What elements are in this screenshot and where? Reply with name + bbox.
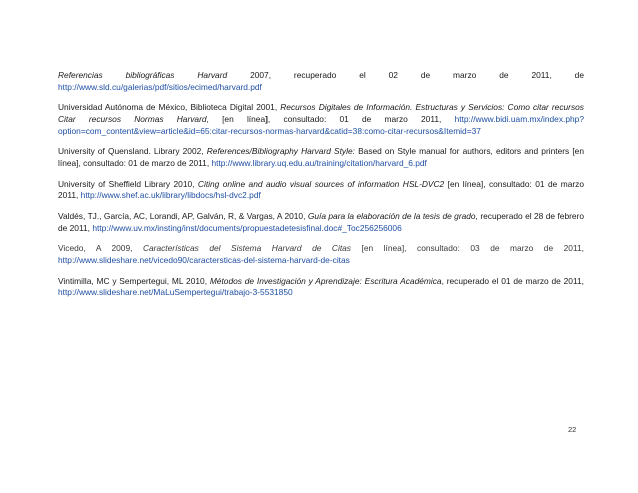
- word: de: [499, 70, 509, 80]
- reference-details: [en línea], consultado: 01 de marzo 2011,: [58, 178, 584, 201]
- word: 2007,: [250, 70, 272, 80]
- reference-link[interactable]: http://www.bidi.uam.mx/index.php?option=com_content&view=article&id=65:citar-recursos-normas-harvard&catid=38:como-citar-recursos&Itemid=37: [58, 113, 584, 136]
- word: Harvard: [197, 70, 228, 80]
- word: marzo: [453, 70, 477, 80]
- reference-details: [en línea], consultado: 03 de marzo de 2011,: [351, 243, 584, 254]
- reference-details: , recuperado el 01 de marzo de 2011,: [441, 275, 584, 286]
- word: de: [420, 70, 431, 80]
- reference-item: [58, 102, 584, 137]
- reference-author: Universidad Autónoma de México, Biblioteca Digital 2001,: [58, 102, 281, 113]
- reference-link[interactable]: http://www.shef.ac.uk/library/libdocs/hsl-dvc2.pdf: [80, 190, 261, 201]
- reference-title: References/Bibliography Harvard Style:: [206, 146, 355, 157]
- reference-details: , [en línea: [206, 113, 266, 124]
- reference-author: Vintimilla, MC y Sempertegui, ML 2010,: [58, 275, 210, 286]
- reference-list: [58, 70, 584, 308]
- reference-item: [58, 146, 584, 169]
- reference-item: [58, 276, 584, 299]
- reference-item: [58, 179, 584, 202]
- reference-link[interactable]: http://www.library.uq.edu.au/training/citation/harvard_6.pdf: [211, 157, 427, 168]
- reference-title: Características del Sistema Harvard de Citas: [142, 243, 351, 254]
- reference-details: ]: [265, 113, 268, 124]
- reference-title: Recursos Digitales de Información. Estructuras y Servicios: Como citar recursos Citar recursos Normas Harvard: [58, 102, 584, 124]
- reference-title: Guía para la elaboración de la tesis de grado,: [307, 211, 478, 222]
- word: el: [359, 70, 366, 80]
- reference-first-line: [58, 70, 584, 82]
- word: 02: [388, 70, 398, 80]
- page-number: 22: [568, 425, 577, 434]
- reference-link[interactable]: http://www.uv.mx/insting/inst/documents/propuestadetesisfinal.doc#_Toc256256006: [92, 222, 402, 233]
- reference-author: University of Sheffield Library 2010,: [58, 178, 198, 189]
- reference-details: , consultado: 01 de marzo 2011,: [267, 113, 455, 124]
- word: de: [574, 70, 584, 80]
- word: bibliográficas: [125, 70, 175, 80]
- word: Referencias: [58, 70, 103, 80]
- reference-link[interactable]: http://www.slideshare.net/MaLuSempertegui/trabajo-3-5531850: [58, 287, 293, 298]
- reference-title: Métodos de Investigación y Aprendizaje: Escritura Académica: [209, 275, 442, 286]
- reference-item: [58, 243, 584, 266]
- reference-item: [58, 70, 584, 93]
- reference-author: Valdés, TJ., García, AC, Lorandi, AP, Galván, R, & Vargas, A 2010,: [58, 211, 308, 222]
- reference-author: Vicedo, A 2009,: [58, 243, 143, 254]
- word: 2011,: [531, 70, 552, 80]
- reference-details: recuperado el 28 de febrero de 2011,: [58, 211, 584, 233]
- reference-link[interactable]: http://www.sld.cu/galerias/pdf/sitios/ecimed/harvard.pdf: [58, 81, 262, 92]
- reference-details: Based on Style manual for authors, editors and printers [en línea], consultado: 01 de marzo de 2011,: [58, 146, 584, 168]
- word: recuperado: [293, 70, 337, 80]
- reference-link[interactable]: http://www.slideshare.net/vicedo90/caractersticas-del-sistema-harvard-de-citas: [58, 255, 350, 266]
- reference-item: [58, 211, 584, 234]
- reference-title: Citing online and audio visual sources of information HSL-DVC2: [197, 178, 445, 189]
- reference-author: University of Quensland. Library 2002,: [58, 146, 207, 157]
